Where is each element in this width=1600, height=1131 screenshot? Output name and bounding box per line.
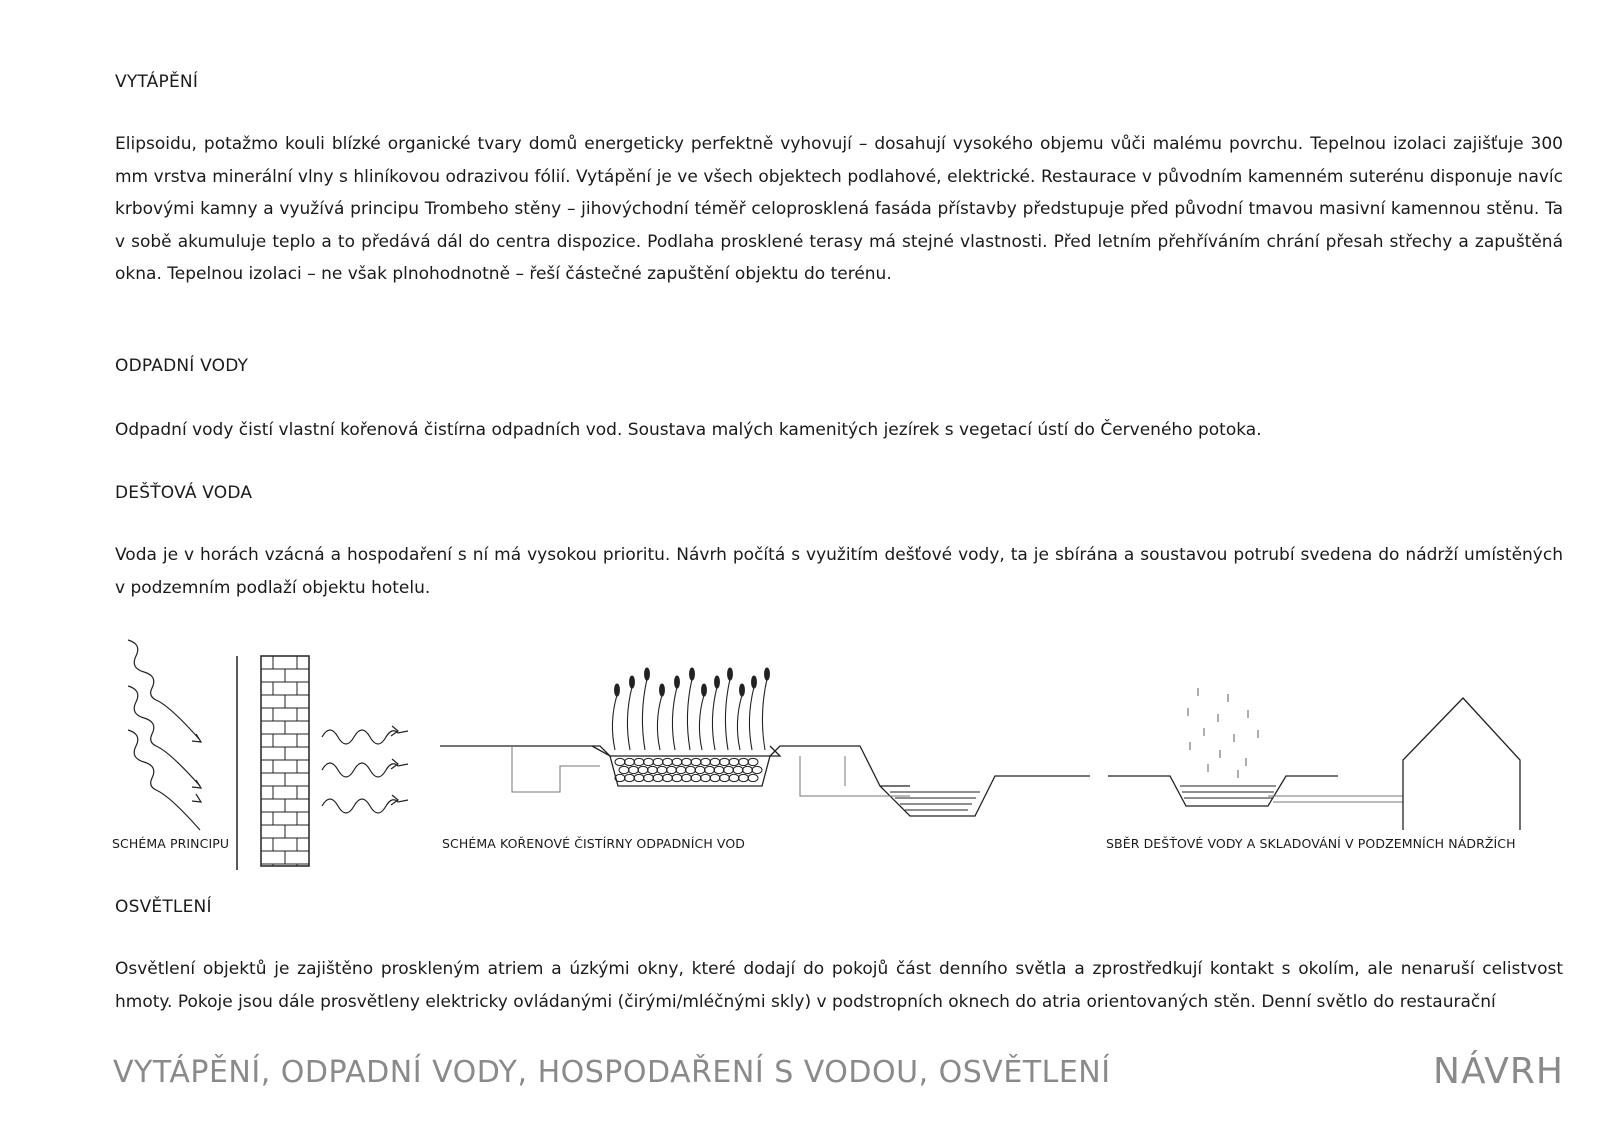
- reed-head: [615, 684, 620, 696]
- reed-stem: [657, 695, 662, 750]
- embankment: [770, 746, 910, 786]
- pebble: [672, 774, 682, 781]
- pebble: [739, 758, 749, 765]
- pipe-left: [512, 746, 600, 792]
- reed-stem: [687, 679, 692, 750]
- reed-stem: [672, 687, 677, 750]
- pebble: [714, 766, 724, 773]
- heading-lighting: OSVĚTLENÍ: [115, 897, 212, 917]
- sun-ray-wave-2: [128, 686, 200, 786]
- trombe-wall-diagram: [110, 630, 410, 870]
- reed-stem: [725, 679, 730, 750]
- heading-wastewater: ODPADNÍ VODY: [115, 356, 249, 376]
- pebble: [686, 766, 696, 773]
- sun-ray-wave-1: [128, 640, 200, 740]
- pebble: [710, 774, 720, 781]
- reed-head: [752, 676, 757, 688]
- pebble: [720, 758, 730, 765]
- paragraph-heating: Elipsoidu, potažmo kouli blízké organické tvary domů energeticky perfektně vyhovují – dosahují vysokého objemu vůči malému povrchu. Tepelnou izolaci zajišťuje 300 mm vrstva minerální vlny s hliníkovou odrazivou fólií. Vytápění je ve všech objektech podlahové, elektrické. Restaurace v původním kamenném suterénu disponuje navíc krbovými kamny a využívá principu Trombeho stěny – jihovýchodní téměř celoprosklená fasáda přístavby předstupuje před původní tmavou masivní kamennou stěnu. Ta v sobě akumuluje teplo a to předává dál do centra dispozice. Podlaha prosklené terasy má stejné vlastnosti. Před letním přehříváním chrání přesah střechy a zapuštěná okna. Tepelnou izolaci – ne však plnohodnotně – řeší částečné zapuštění objektu do terénu.: [115, 134, 1563, 284]
- pebble: [701, 758, 711, 765]
- reed-stem: [762, 679, 767, 750]
- pebble: [695, 766, 705, 773]
- pebble: [625, 774, 635, 781]
- pebble: [701, 774, 711, 781]
- pebble: [667, 766, 677, 773]
- reed-head: [728, 668, 733, 680]
- rainwater-diagram: [1108, 680, 1528, 830]
- pebble: [615, 758, 625, 765]
- footer-section-label: NÁVRH: [1433, 1051, 1564, 1092]
- reed-stem: [642, 679, 647, 750]
- reed-head: [765, 668, 770, 680]
- pebble: [634, 758, 644, 765]
- sun-ray-wave-3: [128, 730, 200, 830]
- pebble: [663, 758, 673, 765]
- pebble: [625, 758, 635, 765]
- pebble: [653, 758, 663, 765]
- pebble: [748, 774, 758, 781]
- pebble: [729, 774, 739, 781]
- paragraph-lighting: Osvětlení objektů je zajištěno proskleným atriem a úzkými okny, které dodají do pokojů část denního světla a zprostředkují kontakt s okolím, ale nenaruší celistvost hmoty. Pokoje jsou dále prosvětleny elektricky ovládanými (čirými/mléčnými skly) v podstropních oknech do atria orientovaných stěn. Denní světlo do restaurační: [115, 959, 1563, 1012]
- footer-title: VYTÁPĚNÍ, ODPADNÍ VODY, HOSPODAŘENÍ S VODOU, OSVĚTLENÍ: [113, 1055, 1111, 1090]
- pebble: [676, 766, 686, 773]
- reed-head: [675, 676, 680, 688]
- sun-ray-wave-2-head: [192, 780, 201, 788]
- pebble: [619, 766, 629, 773]
- reed-stem: [612, 695, 617, 750]
- pebble: [724, 766, 734, 773]
- paragraph-rainwater: Voda je v horách vzácná a hospodaření s ní má vysokou prioritu. Návrh počítá s využitím dešťové vody, ta je sbírána a soustavou potrubí svedena do nádrží umístěných v podzemním podlaží objektu hotelu.: [115, 545, 1563, 598]
- pebble: [691, 758, 701, 765]
- root-plant-diagram: [440, 670, 1100, 830]
- pebble: [663, 774, 673, 781]
- heading-rainwater: DEŠŤOVÁ VODA: [115, 483, 253, 503]
- reed-head: [660, 684, 665, 696]
- pebble: [629, 766, 639, 773]
- reed-stem: [712, 687, 717, 750]
- reed-stem: [737, 695, 742, 750]
- pebble: [672, 758, 682, 765]
- reed-head: [715, 676, 720, 688]
- pebble: [682, 758, 692, 765]
- caption-root-plant: SCHÉMA KOŘENOVÉ ČISTÍRNY ODPADNÍCH VOD: [442, 836, 746, 851]
- reed-stem: [627, 687, 632, 750]
- pebble: [733, 766, 743, 773]
- pebble: [682, 774, 692, 781]
- reed-head: [740, 684, 745, 696]
- pebble: [705, 766, 715, 773]
- heat-wave-1: [322, 730, 408, 744]
- pebble: [743, 766, 753, 773]
- pebble: [748, 758, 758, 765]
- pebble: [739, 774, 749, 781]
- house-outline: [1403, 698, 1520, 830]
- pebble: [710, 758, 720, 765]
- heat-wave-3: [322, 799, 408, 813]
- pebble: [634, 774, 644, 781]
- pebble: [638, 766, 648, 773]
- paragraph-wastewater: Odpadní vody čistí vlastní kořenová čistírna odpadních vod. Soustava malých kamenitých jezírek s vegetací ústí do Červeného potoka.: [115, 420, 1262, 440]
- reed-stem: [749, 687, 754, 750]
- reed-head: [702, 684, 707, 696]
- pipe-right: [800, 756, 910, 796]
- pebble: [657, 766, 667, 773]
- pebble: [644, 758, 654, 765]
- sun-ray-wave-3-head: [192, 794, 201, 802]
- pebble: [752, 766, 762, 773]
- reed-head: [645, 668, 650, 680]
- sun-ray-wave-1-head: [192, 734, 201, 742]
- pebble: [720, 774, 730, 781]
- reed-stem: [699, 695, 704, 750]
- pebble: [644, 774, 654, 781]
- pebble: [729, 758, 739, 765]
- caption-trombe: SCHÉMA PRINCIPU: [112, 836, 230, 851]
- heat-wave-2: [322, 763, 408, 777]
- pebble: [691, 774, 701, 781]
- pebble: [648, 766, 658, 773]
- heading-heating: VYTÁPĚNÍ: [115, 72, 199, 92]
- reed-head: [690, 668, 695, 680]
- caption-rainwater: SBĚR DEŠŤOVÉ VODY A SKLADOVÁNÍ V PODZEMNÍCH NÁDRŽÍCH: [1106, 836, 1516, 851]
- pebble: [653, 774, 663, 781]
- terrain-line-left: [440, 746, 610, 756]
- reed-head: [630, 676, 635, 688]
